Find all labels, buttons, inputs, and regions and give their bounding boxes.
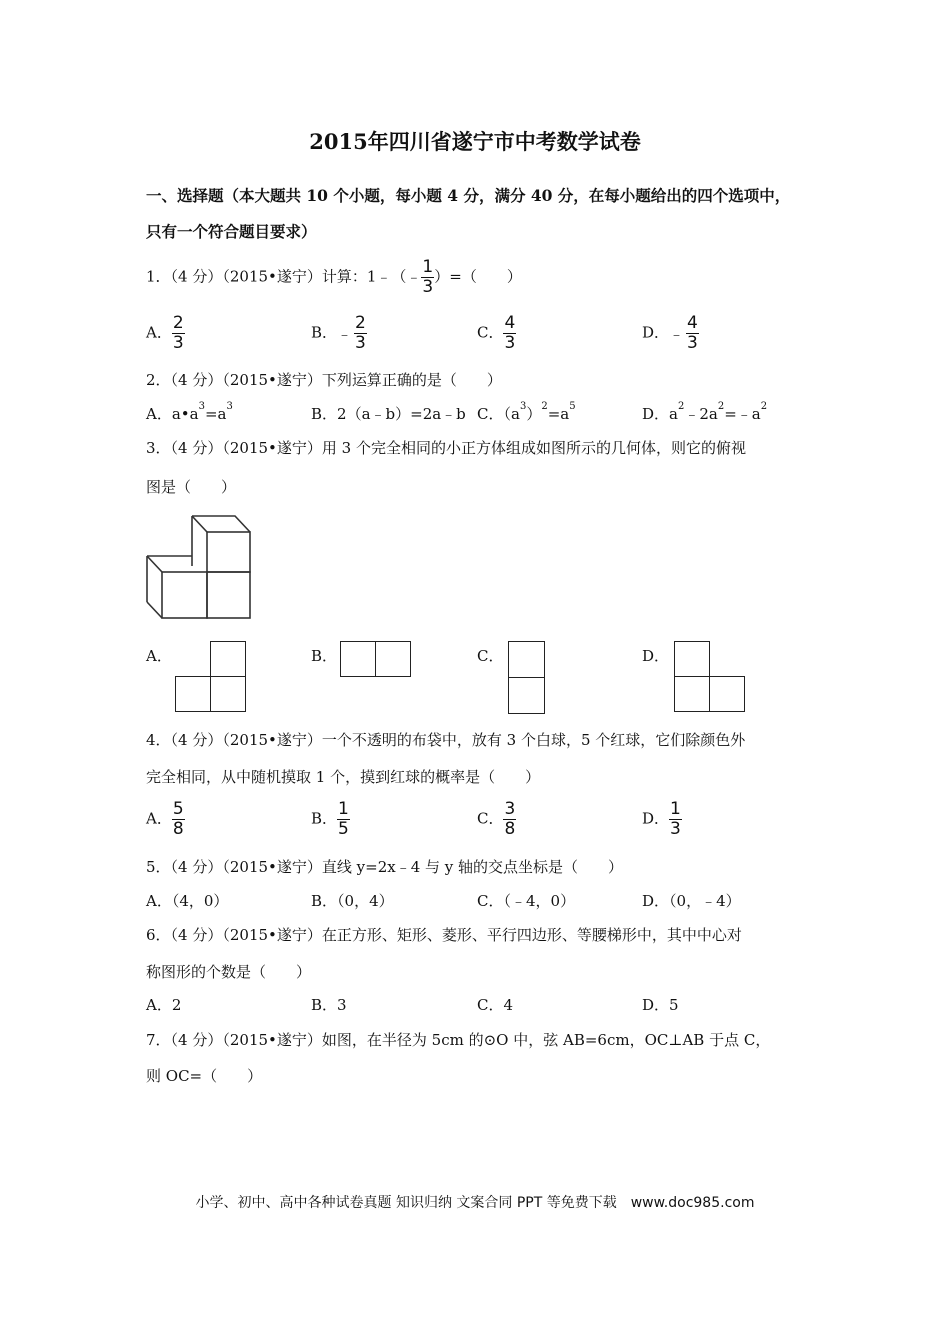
question-5: 5．（4 分）（2015•遂宁）直线 y=2x﹣4 与 y 轴的交点坐标是（ ） <box>146 858 624 876</box>
figure-cell <box>508 677 545 714</box>
question-6-line1: 6．（4 分）（2015•遂宁）在正方形、矩形、菱形、平行四边形、等腰梯形中，其中中心对 <box>146 926 742 944</box>
q5-option-d: D．（0，﹣4） <box>642 892 741 910</box>
frac-num: 2 <box>172 313 184 333</box>
exponent: 3 <box>198 401 205 412</box>
q1-frac-den: 3 <box>422 277 434 297</box>
q3-option-a-figure <box>175 641 247 713</box>
question-1 <box>146 258 522 297</box>
q4-option-c <box>477 800 516 839</box>
option-fraction <box>337 800 350 839</box>
q1-prefix: 1．（4 分）（2015•遂宁）计算：1﹣（﹣ <box>146 267 422 286</box>
q3-option-a-label: A． <box>146 647 172 665</box>
frac-num: 1 <box>338 799 349 819</box>
q3-option-b-figure <box>340 641 412 678</box>
option-fraction <box>669 800 682 839</box>
negative-sign: ﹣ <box>337 325 353 343</box>
q6-option-c: C．4 <box>477 996 514 1014</box>
page-footer: 小学、初中、高中各种试卷真题 知识归纳 文案合同 PPT 等免费下载 www.doc985.com <box>195 1195 755 1211</box>
figure-cell <box>375 641 411 677</box>
option-label: B． <box>311 809 338 828</box>
q1-fraction <box>421 258 434 297</box>
figure-cell <box>674 641 710 677</box>
frac-num: 5 <box>172 799 184 819</box>
frac-den: 5 <box>338 819 349 839</box>
figure-cell <box>674 676 710 712</box>
frac-num: 2 <box>355 313 366 333</box>
exponent: 2 <box>677 401 685 412</box>
frac-den: 3 <box>504 333 516 353</box>
section-heading-line2: 只有一个符合题目要求） <box>146 222 317 241</box>
exponent: 5 <box>569 401 576 412</box>
math-text: a <box>669 405 678 423</box>
frac-den: 3 <box>670 819 681 839</box>
exponent: 2 <box>541 401 548 412</box>
option-fraction <box>172 800 185 839</box>
q2-option-d <box>642 403 767 424</box>
q1-option-d <box>642 314 699 353</box>
option-fraction <box>354 314 367 353</box>
math-text: 2（a﹣b）=2a﹣b <box>337 405 466 423</box>
page-title: 2015年四川省遂宁市中考数学试卷 <box>309 129 641 154</box>
q3-option-c-figure <box>508 641 545 713</box>
question-4-line1: 4．（4 分）（2015•遂宁）一个不透明的布袋中，放有 3 个白球，5 个红球，它们除颜色外 <box>146 731 746 749</box>
option-fraction <box>503 314 516 353</box>
frac-den: 8 <box>172 819 184 839</box>
q3-option-d-label: D． <box>642 647 670 665</box>
q6-option-a: A．2 <box>146 996 182 1014</box>
q5-option-a: A．（4，0） <box>146 892 229 910</box>
frac-den: 3 <box>172 333 184 353</box>
q1-option-a <box>146 314 185 353</box>
math-text: ﹣2a <box>684 405 718 423</box>
math-text: =﹣a <box>724 405 761 423</box>
figure-cell <box>508 641 545 678</box>
option-label: C． <box>477 323 504 342</box>
option-fraction <box>686 314 699 353</box>
option-fraction <box>172 314 185 353</box>
q4-option-d <box>642 800 682 839</box>
exponent: 3 <box>519 401 527 412</box>
q2-option-a <box>146 403 233 424</box>
option-label: D． <box>642 323 670 342</box>
q5-option-c: C．（﹣4，0） <box>477 892 576 910</box>
option-label: D． <box>642 405 670 423</box>
frac-num: 1 <box>670 799 681 819</box>
frac-den: 8 <box>504 819 516 839</box>
q4-option-a <box>146 800 185 839</box>
question-7-line1: 7．（4 分）（2015•遂宁）如图，在半径为 5cm 的⊙O 中，弦 AB=6cm，OC⊥AB 于点 C， <box>146 1031 771 1049</box>
question-6-line2: 称图形的个数是（ ） <box>146 963 312 981</box>
option-label: C． <box>477 809 504 828</box>
option-label: A． <box>146 809 172 828</box>
q1-option-b <box>311 314 367 353</box>
option-label: B． <box>311 323 338 342</box>
frac-den: 3 <box>687 333 698 353</box>
math-text: a•a <box>171 405 199 423</box>
question-4-line2: 完全相同，从中随机摸取 1 个，摸到红球的概率是（ ） <box>146 768 541 786</box>
figure-cell <box>210 676 246 712</box>
exponent: 2 <box>760 401 768 412</box>
exponent: 2 <box>717 401 725 412</box>
option-label: A． <box>146 323 172 342</box>
q6-option-d: D．5 <box>642 996 679 1014</box>
exponent: 3 <box>226 401 233 412</box>
section-heading-line1: 一、选择题（本大题共 10 个小题，每小题 4 分，满分 40 分，在每小题给出的四个选项中， <box>146 186 791 205</box>
q3-option-d-figure <box>674 641 746 713</box>
option-label: A． <box>146 405 172 423</box>
figure-cell <box>175 676 211 712</box>
q4-option-b <box>311 800 350 839</box>
option-label: C． <box>477 405 504 423</box>
q3-option-c-label: C． <box>477 647 504 665</box>
frac-num: 4 <box>687 313 698 333</box>
frac-num: 4 <box>504 313 516 333</box>
frac-num: 3 <box>504 799 516 819</box>
frac-den: 3 <box>355 333 366 353</box>
math-text: =a <box>204 405 227 423</box>
question-3-line1: 3．（4 分）（2015•遂宁）用 3 个完全相同的小正方体组成如图所示的几何体，则它的俯视 <box>146 439 746 457</box>
math-text: （a <box>503 405 520 423</box>
option-label: B． <box>311 405 338 423</box>
q5-option-b: B．（0，4） <box>311 892 394 910</box>
figure-cell <box>709 676 745 712</box>
negative-sign: ﹣ <box>669 325 685 343</box>
figure-cell <box>340 641 376 677</box>
question-3-line2: 图是（ ） <box>146 478 237 496</box>
q2-option-c <box>477 403 576 424</box>
question-7-line2: 则 OC=（ ） <box>146 1067 263 1085</box>
q6-option-b: B．3 <box>311 996 347 1014</box>
math-text: ） <box>526 405 542 423</box>
q1-suffix: ）=（ ） <box>434 267 522 286</box>
option-fraction <box>503 800 516 839</box>
figure-cell <box>210 641 246 677</box>
q1-frac-num: 1 <box>422 257 434 277</box>
q3-option-b-label: B． <box>311 647 338 665</box>
option-label: D． <box>642 809 670 828</box>
math-text: =a <box>547 405 570 423</box>
q2-option-b <box>311 403 466 424</box>
cube-solid-figure <box>140 510 260 625</box>
question-2: 2．（4 分）（2015•遂宁）下列运算正确的是（ ） <box>146 371 502 389</box>
q1-option-c <box>477 314 516 353</box>
